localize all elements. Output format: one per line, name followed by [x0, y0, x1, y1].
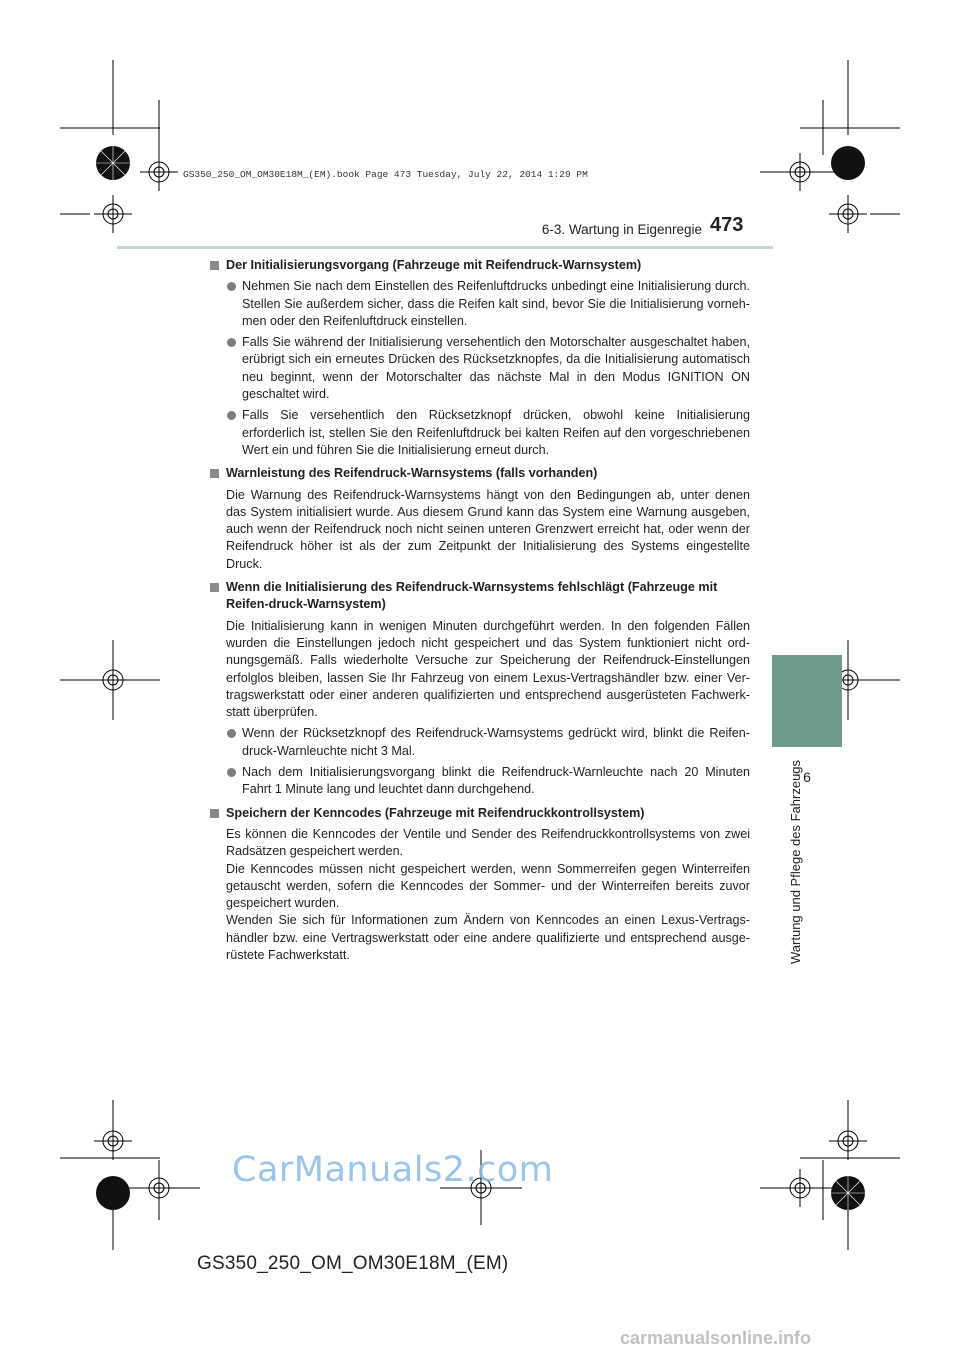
section-paragraph: Die Warnung des Reifendruck-Warnsystems hängt von den Bedingungen ab, unter denen das System initialisiert wurde. Aus diesem Grund kann das System eine Warnung ausgeben, auch wenn der Reifendruck noch nicht seinen unteren Grenzwert erreicht hat, oder wenn der Reifendruck höher ist als der zum Zeitpunkt der Initialisierung des Systems eingestellte Druck.	[226, 487, 750, 571]
section-heading: Speichern der Kenncodes (Fahrzeuge mit Reifendruckkontrollsystem)	[226, 805, 645, 820]
list-item: Falls Sie während der Initialisierung versehentlich den Motorschalter ausgeschaltet haben, erübrigt sich ein erneutes Drücken des Rücksetzknopfes, da die Initialisierung automatisch neu beginnt, wenn der Motorschalter das nächste Mal in den Modus IGNITION ON geschaltet wird.	[226, 334, 750, 403]
watermark-carmanuals: CarManuals2.com	[232, 1150, 554, 1190]
section-paragraph	[226, 826, 750, 964]
list-item: Nehmen Sie nach dem Einstellen des Reifenluftdrucks unbedingt eine Initialisierung durch. Stellen Sie außerdem sicher, dass die Reifen kalt sind, bevor Sie die Initialisierung vorneh-men oder den Reifenluftdruck einstellen.	[226, 278, 750, 330]
paragraph-line: Die Kenncodes müssen nicht gespeichert werden, wenn Sommerreifen gegen Winterreifen getauscht werden, sofern die Kenncodes der Sommer- und der Winterreifen bereits zuvor gespeichert wurden.	[226, 861, 750, 911]
circle-bullet-icon	[227, 282, 236, 291]
section-heading: Der Initialisierungsvorgang (Fahrzeuge mit Reifendruck-Warnsystem)	[226, 258, 642, 272]
circle-bullet-icon	[227, 411, 236, 420]
chapter-title	[788, 759, 808, 964]
section-heading: Warnleistung des Reifendruck-Warnsystems (falls vorhanden)	[226, 466, 598, 481]
section-paragraph: Die Initialisierung kann in wenigen Minuten durchgeführt werden. In den folgenden Fällen wurden die Einstellungen jedoch nicht gespeichert und das System funktioniert nicht ord-nungsgemäß. Falls wiederholte Versuche zur Speicherung der Reifendruck-Einstellungen erfolglos bleiben, lassen Sie Ihr Fahrzeug von einem Lexus-Vertragshändler bzw. einer Ver-tragswerkstatt oder einer anderen qualifizierten und entsprechend ausgerüsteten Fachwerk-statt überprüfen.	[226, 618, 750, 720]
square-bullet-icon	[210, 583, 219, 592]
header-rule	[117, 246, 773, 249]
paragraph-line: Wenden Sie sich für Informationen zum Ändern von Kenncodes an einen Lexus-Vertrags-händler bzw. eine Vertragswerkstatt oder eine andere qualifizierte und entsprechend ausge-rüstete Fachwerkstatt.	[226, 913, 750, 962]
chapter-number: 6	[803, 769, 811, 785]
paragraph-line: Es können die Kenncodes der Ventile und Sender des Reifendruckkontrollsystems von zwei Radsätzen gespeichert werden.	[226, 826, 750, 859]
circle-bullet-icon	[227, 768, 236, 777]
chapter-title-text: Wartung und Pflege des Fahrzeugs	[788, 759, 803, 964]
list-item: Falls Sie versehentlich den Rücksetzknopf drücken, obwohl keine Initialisierung erforderlich ist, stellen Sie den Reifenluftdruck bei kalten Reifen auf den vorgeschriebenen Wert ein und führen Sie die Initialisierung erneut durch.	[226, 407, 750, 459]
list-item: Wenn der Rücksetzknopf des Reifendruck-Warnsystems gedrückt wird, blinkt die Reifen-druck-Warnleuchte nicht 3 Mal.	[226, 725, 750, 760]
footer-code: GS350_250_OM_OM30E18M_(EM)	[197, 1253, 509, 1274]
main-content	[210, 257, 750, 968]
section-reference: 6-3. Wartung in Eigenregie	[541, 222, 702, 237]
page-number: 473	[710, 214, 744, 236]
section-initialization-failure	[210, 579, 750, 799]
square-bullet-icon	[210, 261, 219, 270]
section-heading: Wenn die Initialisierung des Reifendruck-Warnsystems fehlschlägt (Fahrzeuge mit Reifen-druck-Warnsystem)	[226, 580, 718, 612]
circle-bullet-icon	[227, 338, 236, 347]
section-warning-performance	[210, 465, 750, 573]
list-item: Nach dem Initialisierungsvorgang blinkt die Reifendruck-Warnleuchte nach 20 Minuten Fahrt 1 Minute lang und leuchtet dann durchgehend.	[226, 764, 750, 799]
section-id-codes	[210, 805, 750, 965]
print-stamp: GS350_250_OM_OM30E18M_(EM).book Page 473 Tuesday, July 22, 2014 1:29 PM	[183, 169, 588, 180]
square-bullet-icon	[210, 809, 219, 818]
circle-bullet-icon	[227, 729, 236, 738]
square-bullet-icon	[210, 469, 219, 478]
chapter-tab	[772, 655, 842, 747]
watermark-online: carmanualsonline.info	[620, 1328, 812, 1348]
section-initialization	[210, 257, 750, 459]
